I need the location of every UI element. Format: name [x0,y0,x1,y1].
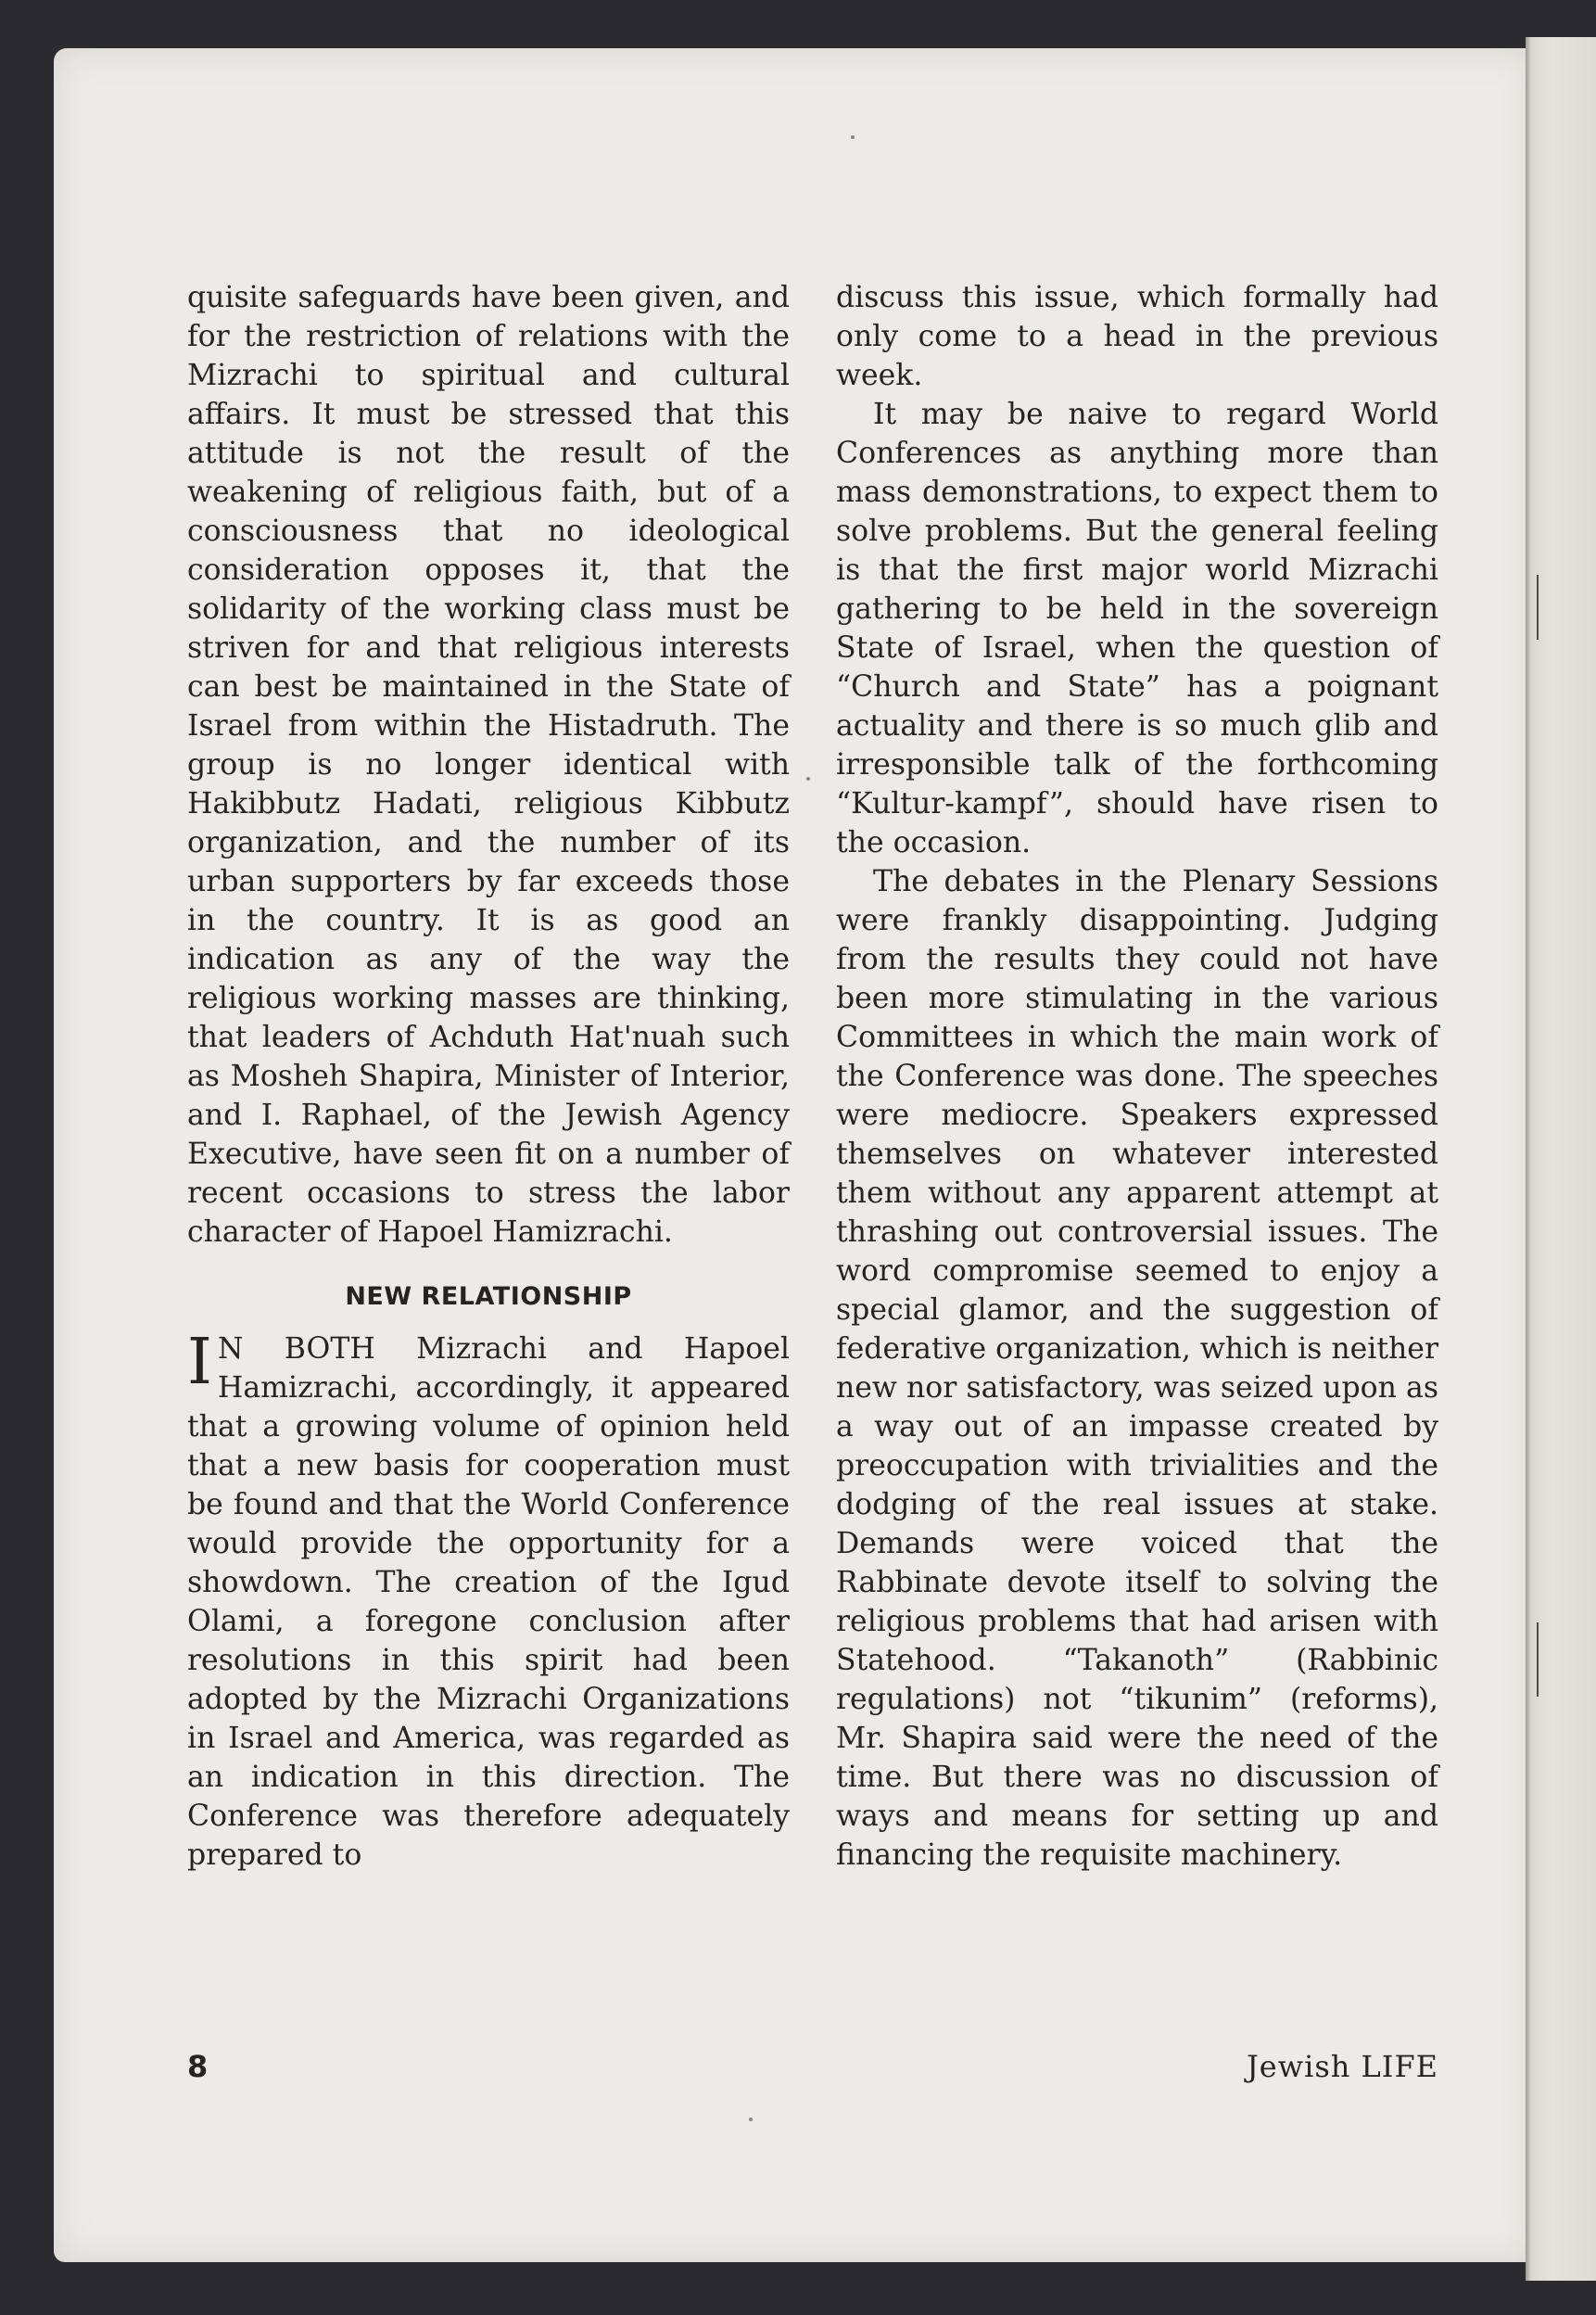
print-speck [749,2118,753,2121]
right-paragraph-1: discuss this issue, which formally had only come to a head in the previous week. [836,281,1438,392]
left-paragraph-2 [187,1326,790,1875]
publication-name: Jewish LIFE [1246,2049,1438,2084]
lead-in-text: N BOTH [217,1332,375,1366]
print-speck [851,135,855,139]
print-speck [806,777,810,781]
page-number: 8 [187,2049,209,2084]
drop-cap: I [187,1326,212,1399]
right-column [836,278,1438,1875]
page-edge-mark [1537,575,1539,640]
page-edge-mark [1537,1622,1539,1697]
page-edge [1526,37,1596,2281]
left-paragraph-2-body: Mizrachi and Hapoel Hamizrachi, accordingly, it appeared that a growing volume of opinion held that a new basis for cooperation must be found and that the World Conference would provide the opportunity for a showdown. The creation of the Igud Olami, a foregone conclusion after resolutions in this spirit had been adopted by the Mizrachi Organizations in Israel and America, was regarded as an indication in this direction. The Conference was therefore adequately prepared to [187,1332,790,1872]
left-paragraph-1: quisite safeguards have been given, and for the restriction of relations with the Mizrachi to spiritual and cultural affairs. It must be stressed that this attitude is not the result of the weakening of religious faith, but of a consciousness that no ideological consideration opposes it, that the solidarity of the working class must be striven for and that religious interests can best be maintained in the State of Israel from within the Histadruth. The group is no longer identical with Hakibbutz Hadati, religious Kibbutz organization, and the number of its urban supporters by far exceeds those in the country. It is as good an indication as any of the way the religious working masses are thinking, that leaders of Achduth Hat'nuah such as Mosheh Shapira, Minister of Interior, and I. Raphael, of the Jewish Agency Executive, have seen fit on a number of recent occasions to stress the labor character of Hapoel Hamizrachi. [187,281,790,1249]
right-paragraph-3: The debates in the Plenary Sessions were frankly disappointing. Judging from the results they could not have been more stimulating in the various Committees in which the main work of the Conference was done. The speeches were mediocre. Speakers expressed themselves on whatever interested them without any apparent attempt at thrashing out controversial issues. The word compromise seemed to enjoy a special glamor, and the suggestion of federative organization, which is neither new nor satisfactory, was seized upon as a way out of an impasse created by preoccupation with trivialities and the dodging of the real issues at stake. Demands were voiced that the Rabbinate devote itself to solving the religious problems that had arisen with Statehood. “Takanoth” (Rabbinic regulations) not “tikunim” (reforms), Mr. Shapira said were the need of the time. But there was no discussion of ways and means for setting up and financing the requisite machinery. [836,865,1439,1872]
left-column [187,278,790,1875]
right-paragraph-2: It may be naive to regard World Conferences as anything more than mass demonstrations, to expect them to solve problems. But the general feeling is that the first major world Mizrachi gathering to be held in the sovereign State of Israel, when the question of “Church and State” has a poignant actuality and there is so much glib and irresponsible talk of the forthcoming “Kultur-kampf”, should have risen to the occasion. [836,398,1438,859]
section-subheading: NEW RELATIONSHIP [345,1282,632,1311]
